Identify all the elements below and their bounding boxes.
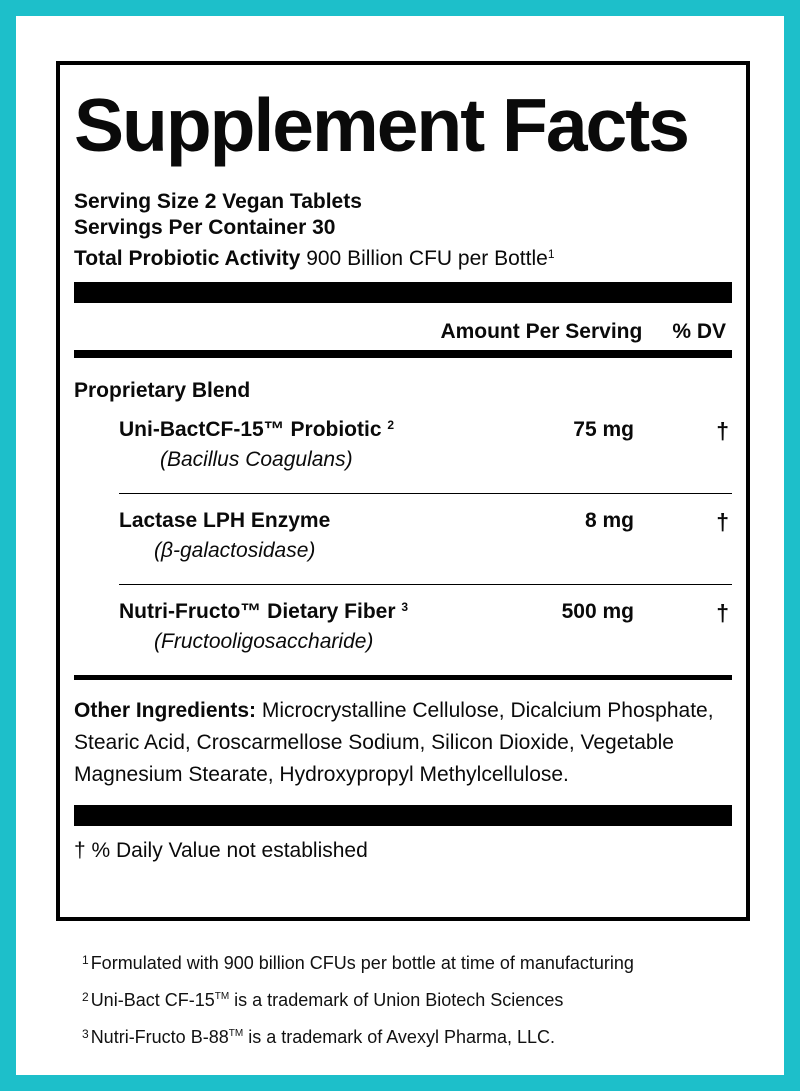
ingredient-amount: 8 mg: [584, 509, 634, 532]
supplement-facts-panel: [56, 61, 750, 921]
panel-title: Supplement Facts: [74, 83, 688, 167]
footnote: $^3$ Nutri-Fructo B-88™ is a trademark of Avexyl Pharma, LLC.: [82, 1027, 555, 1047]
servings-per-container: Servings Per Container 30: [74, 216, 336, 239]
serving-info: [74, 189, 732, 272]
divider-thick: [74, 282, 732, 303]
ingredient-amount: 75 mg: [573, 418, 634, 441]
dv-note: † % Daily Value not established: [74, 839, 368, 862]
ingredient-row: [74, 585, 732, 675]
ingredient-scientific: (β-galactosidase): [154, 539, 316, 562]
divider-thick: [74, 805, 732, 826]
other-ingredients-text: Microcrystalline Cellulose, Dicalcium Phosphate, Stearic Acid, Croscarmellose Sodium, Silicon Dioxide, Vegetable Magnesium Stearate, Hydroxypropyl Methylcellulose.: [74, 699, 714, 786]
ingredient-amount: 500 mg: [561, 600, 634, 623]
blend-title: Proprietary Blend: [74, 379, 251, 402]
other-ingredients-label: Other Ingredients:: [74, 699, 257, 722]
footnote: $^1$ Formulated with 900 billion CFUs per bottle at time of manufacturing: [82, 953, 634, 973]
ingredient-name: Lactase LPH Enzyme: [119, 509, 331, 532]
ingredient-dv: †: [716, 600, 729, 626]
ingredient-dv: †: [716, 509, 729, 535]
ingredient-dv: †: [716, 418, 729, 444]
footnotes: [82, 943, 634, 1054]
ingredient-row: [74, 403, 732, 493]
ingredient-row: [74, 494, 732, 584]
ingredient-scientific: (Fructooligosaccharide): [154, 630, 374, 653]
column-header: [74, 314, 732, 350]
probiotic-activity: [74, 241, 732, 272]
footnote: $^2$ Uni-Bact CF-15™ is a trademark of Union Biotech Sciences: [82, 990, 564, 1010]
other-ingredients: [74, 695, 732, 791]
serving-size: Serving Size 2 Vegan Tablets: [74, 190, 362, 213]
label-card: [16, 16, 784, 1075]
activity-footnote-ref: 1: [547, 247, 555, 261]
activity-value: 900 Billion CFU per Bottle: [306, 247, 548, 270]
header-dv: % DV: [672, 320, 726, 343]
activity-label: Total Probiotic Activity: [74, 247, 301, 270]
divider-medium: [74, 675, 732, 680]
ingredient-scientific: (Bacillus Coagulans): [160, 448, 353, 471]
ingredient-name: Uni-BactCF-15™ Probiotic $^2$: [119, 418, 395, 441]
header-amount: Amount Per Serving: [440, 320, 643, 343]
divider-medium: [74, 350, 732, 358]
ingredient-name: Nutri-Fructo™ Dietary Fiber $^3$: [119, 600, 409, 623]
